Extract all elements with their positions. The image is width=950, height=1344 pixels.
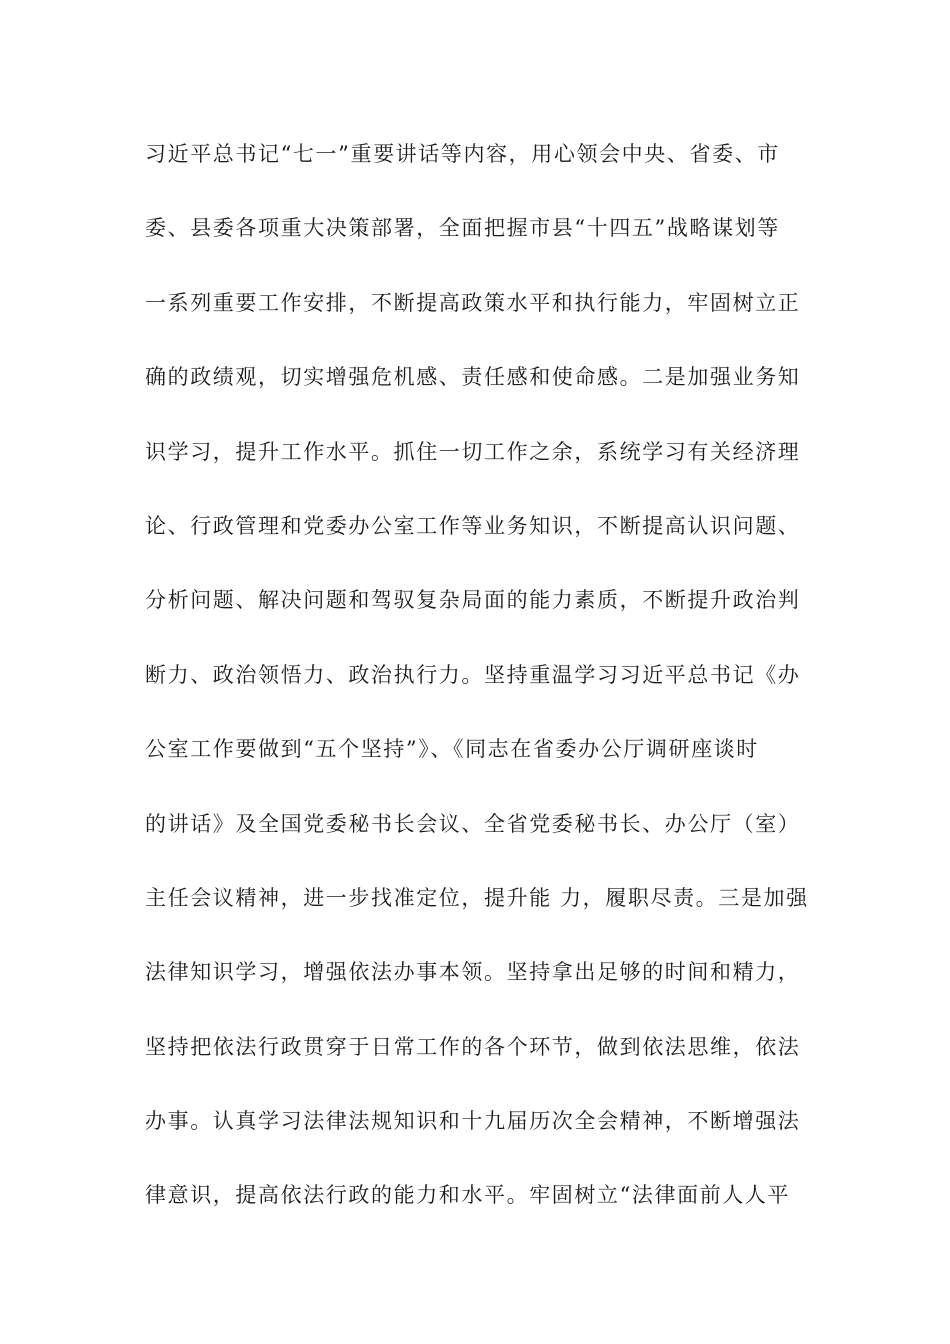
text-line: 论、行政管理和党委办公室工作等业务知识，不断提高认识问题、 [145, 513, 801, 538]
text-line: 法律知识学习，增强依法办事本领。坚持拿出足够的时间和精力， [145, 960, 801, 985]
text-line: 一系列重要工作安排，不断提高政策水平和执行能力，牢固树立正 [145, 290, 801, 315]
text-line: 律意识，提高依法行政的能力和水平。牢固树立“法律面前人人平 [145, 1183, 791, 1208]
text-line: 分析问题、解决问题和驾驭复杂局面的能力素质，不断提升政治判 [145, 588, 801, 613]
text-line: 确的政绩观，切实增强危机感、责任感和使命感。二是加强业务知 [145, 365, 801, 390]
text-line: 断力、政治领悟力、政治执行力。坚持重温学习习近平总书记《办 [145, 662, 801, 687]
text-line: 公室工作要做到“五个坚持”》、《同志在省委办公厅调研座谈时 [145, 737, 759, 762]
text-line: 坚持把依法行政贯穿于日常工作的各个环节，做到依法思维，依法 [145, 1034, 801, 1059]
text-line: 识学习，提升工作水平。抓住一切工作之余，系统学习有关经济理 [145, 439, 801, 464]
text-line: 委、县委各项重大决策部署，全面把握市县“十四五”战略谋划等 [145, 216, 780, 241]
text-line: 办事。认真学习法律法规知识和十九届历次全会精神，不断增强法 [145, 1109, 801, 1134]
body-text [145, 128, 815, 1244]
text-line: 主任会议精神，进一步找准定位，提升能 力，履职尽责。三是加强 [145, 885, 809, 910]
text-line: 习近平总书记“七一”重要讲话等内容，用心领会中央、省委、市 [145, 142, 780, 166]
text-line: 的讲话》及全国党委秘书长会议、全省党委秘书长、办公厅（室） [145, 811, 801, 836]
